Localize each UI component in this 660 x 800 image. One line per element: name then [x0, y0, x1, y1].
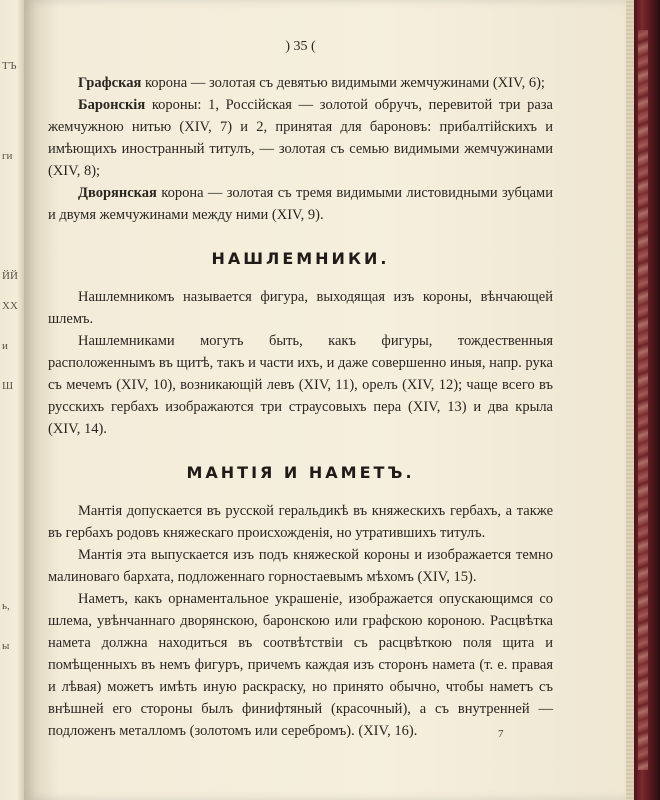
paragraph: Нашлемникомъ называется фигура, выходящая изъ короны, вѣнчающей шлемъ. — [48, 289, 553, 327]
paragraph: Нашлемниками могутъ быть, какъ фигуры, тождественныя расположеннымъ въ щитѣ, такъ и части ихъ, и даже совершенно иныя, напр. рука съ мечемъ (XIV, 10), возникающій левъ (XIV, 11), орелъ (XIV, 12); чаще всего въ русскихъ гербахъ изображаются три страусовыхъ пера (XIV, 13) и два крыла (XIV, 14). — [48, 333, 553, 437]
section-heading-mantle: МАНТІЯ И НАМЕТЪ. — [186, 463, 415, 482]
paragraph: Мантія эта выпускается изъ подъ княжеской короны и изображается темно малиноваго бархата, подложеннаго горностаевымъ мѣхомъ (XIV, 15). — [48, 547, 553, 585]
entry-baron-crowns — [48, 94, 553, 182]
section-heading-crests: НАШЛЕМНИКИ. — [211, 249, 390, 268]
paragraph: Мантія допускается въ русской геральдикѣ въ княжескихъ гербахъ, а также въ гербахъ родовъ княжескаго происхожденія, но утратившихъ титулъ. — [48, 503, 553, 541]
entry-text: корона — золотая съ тремя видимыми листовидными зубцами и двумя жемчужинами между ними (XIV, 9). — [48, 185, 553, 223]
page-stack-edge — [626, 0, 634, 800]
entry-term: Баронскія — [78, 97, 146, 113]
marbled-endpaper — [638, 30, 648, 770]
entry-term: Дворянская — [78, 185, 157, 201]
paragraph: Наметъ, какъ орнаментальное украшеніе, изображается опускающимся со шлема, увѣнчаннаго дворянскою, баронскою или графскою короною. Расцвѣтка намета должна находиться въ соотвѣтствіи съ расцвѣткою поля щита и помѣщенныхъ въ немъ фигуръ, причемъ каждая изъ сторонъ намета (т. е. правая и лѣвая) можетъ имѣть иную раскраску, но принято обычно, чтобы наметъ съ внѣшней его стороны былъ финифтяный (красочный), а съ внутренней — подложенъ металломъ (золотомъ или серебромъ). (XIV, 16). — [48, 591, 553, 739]
facing-page-edge — [0, 0, 24, 800]
page-number: ) 35 ( — [285, 39, 316, 54]
facing-page-fragment: ХХ — [2, 300, 18, 312]
facing-page-fragment: ТЪ — [2, 60, 17, 72]
facing-page-fragment: ы — [2, 640, 10, 652]
facing-page-fragment: ь, — [2, 600, 10, 612]
printer-signature-mark: 7 — [498, 728, 504, 740]
entry-noble-crown — [48, 182, 553, 226]
facing-page-fragment: и — [2, 340, 8, 352]
entry-text: корона — золотая съ девятью видимыми жемчужинами (XIV, 6); — [141, 75, 545, 91]
facing-page-fragment: ЙЙ — [2, 270, 18, 282]
entry-term: Графская — [78, 75, 142, 91]
page-content — [48, 36, 553, 742]
entry-text: короны: 1, Россійская — золотой обручъ, перевитой три раза жемчужною нитью (XIV, 7) и 2, принятая для бароновъ: прибалтійскихъ и имѣющихъ иностранный титулъ, — золотая съ семью видимыми жемчужинами (XIV, 8); — [48, 97, 553, 179]
entry-count-crown — [48, 72, 553, 94]
facing-page-fragment: ги — [2, 150, 13, 162]
facing-page-fragment: Ш — [2, 380, 14, 392]
